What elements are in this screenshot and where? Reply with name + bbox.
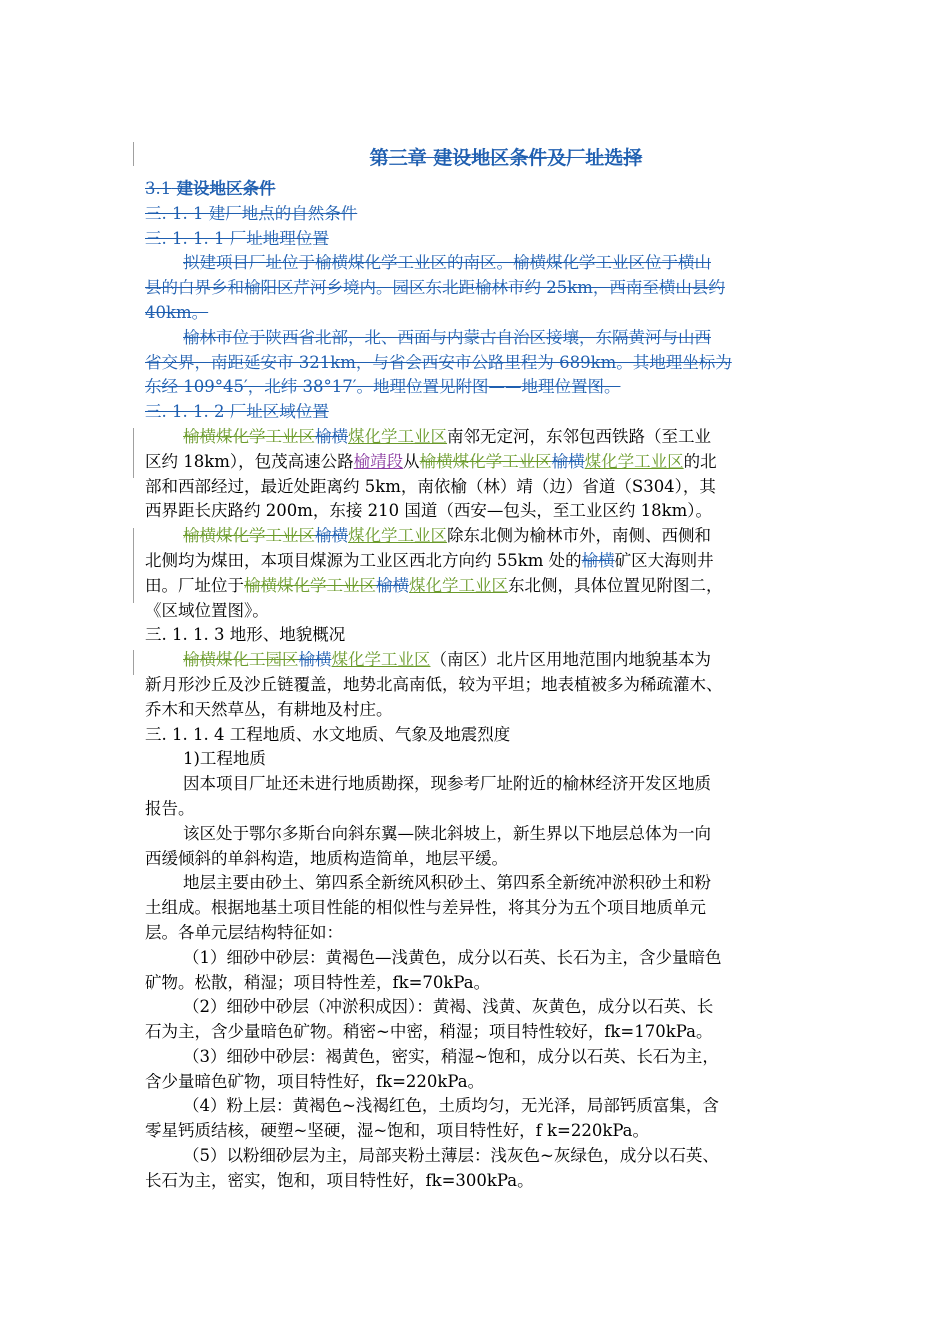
paragraph-line: 乔木和天然草丛，有耕地及村庄。 — [145, 699, 393, 719]
paragraph-line: 田。厂址位于榆横煤化学工业区榆横煤化学工业区东北侧，具体位置见附图二， — [145, 575, 723, 595]
paragraph-line: 报告。 — [145, 798, 195, 818]
revision-bar — [133, 142, 134, 166]
paragraph-line: 县的白界乡和榆阳区芹河乡境内。园区东北距榆林市约 25km，西南至横山县约 — [145, 278, 725, 298]
paragraph-line: 因本项目厂址还未进行地质勘探，现参考厂址附近的榆林经济开发区地质 — [183, 774, 711, 794]
paragraph-line: 榆横煤化工园区榆横煤化学工业区（南区）北片区用地范围内地貌基本为 — [183, 650, 711, 670]
revision-bar — [133, 650, 134, 675]
paragraph-line: 土组成。根据地基土项目性能的相似性与差异性，将其分为五个项目地质单元 — [145, 898, 706, 918]
document-body — [145, 145, 807, 1194]
list-item-line: （1）细砂中砂层：黄褐色—浅黄色，成分以石英、长石为主，含少量暗色 — [183, 947, 722, 967]
paragraph-line: 地层主要由砂土、第四系全新统风积砂土、第四系全新统冲淤积砂土和粉 — [183, 873, 711, 893]
subsection-heading: 三. 1. 1. 2 厂址区域位置 — [145, 402, 329, 422]
paragraph-line: 北侧均为煤田，本项目煤源为工业区西北方向约 55km 处的榆横矿区大海则井 — [145, 550, 714, 570]
paragraph-line: 该区处于鄂尔多斯台向斜东翼—陕北斜坡上，新生界以下地层总体为一向 — [183, 823, 711, 843]
paragraph-line: 西缓倾斜的单斜构造，地质构造简单，地层平缓。 — [145, 848, 508, 868]
revision-bar — [133, 428, 134, 478]
list-item-line: （4）粉上层：黄褐色~浅褐红色，土质均匀，无光泽，局部钙质富集，含 — [183, 1096, 719, 1116]
list-item-line: 零星钙质结核，硬塑~坚硬，湿~饱和，项目特性好，f k=220kPa。 — [145, 1121, 650, 1141]
list-item-line: （2）细砂中砂层（冲淤积成因）：黄褐、浅黄、灰黄色，成分以石英、长 — [183, 997, 714, 1017]
list-item-line: 石为主，含少量暗色矿物。稍密~中密，稍湿；项目特性较好，fk=170kPa。 — [145, 1022, 713, 1042]
paragraph-line: 部和西部经过，最近处距离约 5km，南依榆（林）靖（边）省道（S304），其 — [145, 476, 716, 496]
paragraph-line: 西界距长庆路约 200m，东接 210 国道（西安—包头，至工业区约 18km）。 — [145, 501, 713, 521]
paragraph-line: 层。各单元层结构特征如： — [145, 922, 343, 942]
section-heading: 3.1 建设地区条件 — [145, 179, 276, 198]
paragraph-line: 《区域位置图》。 — [145, 600, 269, 620]
list-item-line: （3）细砂中砂层：褐黄色，密实，稍湿~饱和，成分以石英、长石为主， — [183, 1046, 719, 1066]
paragraph-line: 区约 18km），包茂高速公路榆靖段从榆横煤化学工业区榆横煤化学工业区的北 — [145, 451, 717, 471]
paragraph-line: 东经 109°45′，北纬 38°17′。地理位置见附图——地理位置图。 — [145, 377, 621, 397]
list-item-line: 含少量暗色矿物，项目特性好，fk=220kPa。 — [145, 1071, 485, 1091]
paragraph-line: 拟建项目厂址位于榆横煤化学工业区的南区。榆横煤化学工业区位于横山 — [183, 253, 711, 273]
paragraph-line: 榆林市位于陕西省北部，北、西面与内蒙古自治区接壤，东隔黄河与山西 — [183, 327, 711, 347]
list-item-line: 矿物。松散，稍湿；项目特性差，fk=70kPa。 — [145, 972, 491, 992]
paragraph-line: 榆横煤化学工业区榆横煤化学工业区南邻无定河，东邻包西铁路（至工业 — [183, 426, 711, 446]
list-item-line: （5）以粉细砂层为主，局部夹粉土薄层：浅灰色~灰绿色，成分以石英、 — [183, 1146, 719, 1166]
subsection-heading: 三. 1. 1 建厂地点的自然条件 — [145, 203, 358, 223]
revision-bar — [133, 528, 134, 603]
chapter-title: 第三章 建设地区条件及厂址选择 — [369, 147, 643, 169]
item-heading: 1)工程地质 — [183, 749, 266, 769]
list-item-line: 长石为主，密实，饱和，项目特性好，fk=300kPa。 — [145, 1170, 534, 1190]
paragraph-line: 榆横煤化学工业区榆横煤化学工业区除东北侧为榆林市外，南侧、西侧和 — [183, 526, 711, 546]
paragraph-line: 新月形沙丘及沙丘链覆盖，地势北高南低，较为平坦；地表植被多为稀疏灌木、 — [145, 674, 723, 694]
subsection-heading: 三. 1. 1. 1 厂址地理位置 — [145, 228, 329, 248]
subsection-heading: 三. 1. 1. 3 地形、地貌概况 — [145, 625, 346, 645]
paragraph-line: 省交界，南距延安市 321km，与省会西安市公路里程为 689km。其地理坐标为 — [145, 352, 732, 372]
paragraph-line: 40km。 — [145, 302, 209, 322]
subsection-heading: 三. 1. 1. 4 工程地质、水文地质、气象及地震烈度 — [145, 724, 511, 744]
